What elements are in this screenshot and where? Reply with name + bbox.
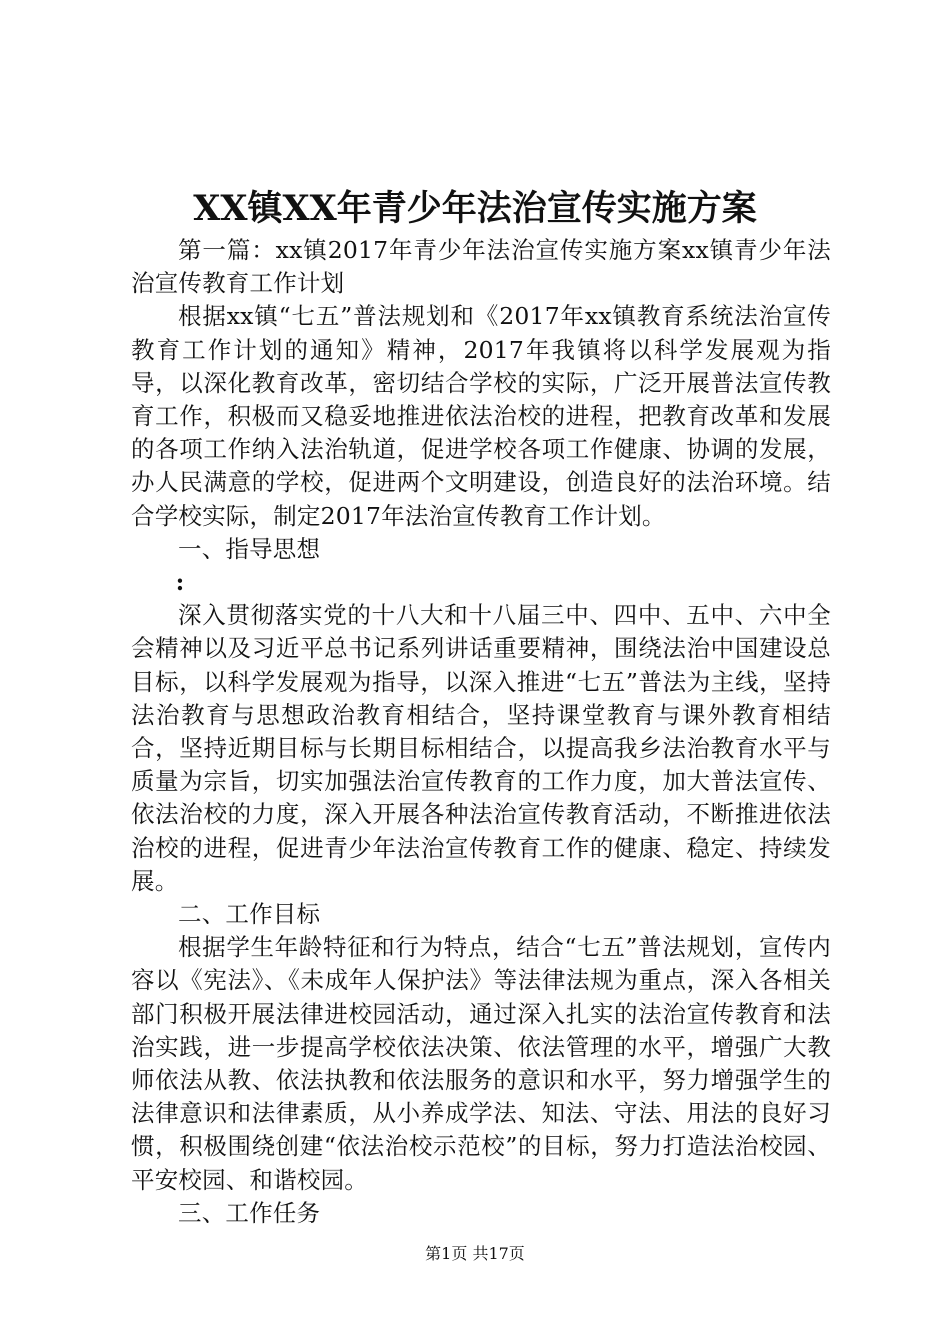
colon-mark: : bbox=[175, 568, 185, 597]
section-heading-work-goals: 二、工作目标 bbox=[178, 900, 321, 929]
section-heading-work-tasks: 三、工作任务 bbox=[178, 1198, 321, 1227]
paragraph-background: 根据xx镇“七五”普法规划和《2017年xx镇教育系统法治宣传教育工作计划的通知》精神，2017年我镇将以科学发展观为指导，以深化教育改革，密切结合学校的实际，广泛开展普法宣传教育工作，积极而又稳妥地推进依法治校的进程，把教育改革和发展的各项工作纳入法治轨道，促进学校各项工作健康、协调的发展，办人民满意的学校，促进两个文明建设，创造良好的法治环境。结合学校实际，制定2017年法治宣传教育工作计划。 bbox=[131, 302, 831, 530]
document-title: XX镇XX年青少年法治宣传实施方案 bbox=[193, 188, 757, 229]
paragraph-intro: 第一篇：xx镇2017年青少年法治宣传实施方案xx镇青少年法治宣传教育工作计划 bbox=[131, 236, 831, 298]
paragraph-work-goals: 根据学生年龄特征和行为特点，结合“七五”普法规划，宣传内容以《宪法》、《未成年人保护法》等法律法规为重点，深入各相关部门积极开展法律进校园活动，通过深入扎实的法治宣传教育和法治实践，进一步提高学校依法决策、依法管理的水平，增强广大教师依法从教、依法执教和依法服务的意识和水平，努力增强学生的法律意识和法律素质，从小养成学法、知法、守法、用法的良好习惯，积极围绕创建“依法治校示范校”的目标，努力打造法治校园、平安校园、和谐校园。 bbox=[131, 933, 831, 1194]
paragraph-guiding-thought: 深入贯彻落实党的十八大和十八届三中、四中、五中、六中全会精神以及习近平总书记系列讲话重要精神，围绕法治中国建设总目标，以科学发展观为指导，以深入推进“七五”普法为主线，坚持法治教育与思想政治教育相结合，坚持课堂教育与课外教育相结合，坚持近期目标与长期目标相结合，以提高我乡法治教育水平与质量为宗旨，切实加强法治宣传教育的工作力度，加大普法宣传、依法治校的力度，深入开展各种法治宣传教育活动，不断推进依法治校的进程，促进青少年法治宣传教育工作的健康、稳定、持续发展。 bbox=[131, 601, 831, 895]
page-number-footer: 第1页 共17页 bbox=[425, 1244, 525, 1263]
section-heading-guiding-thought: 一、指导思想 bbox=[178, 534, 321, 563]
document-body bbox=[131, 234, 831, 1230]
